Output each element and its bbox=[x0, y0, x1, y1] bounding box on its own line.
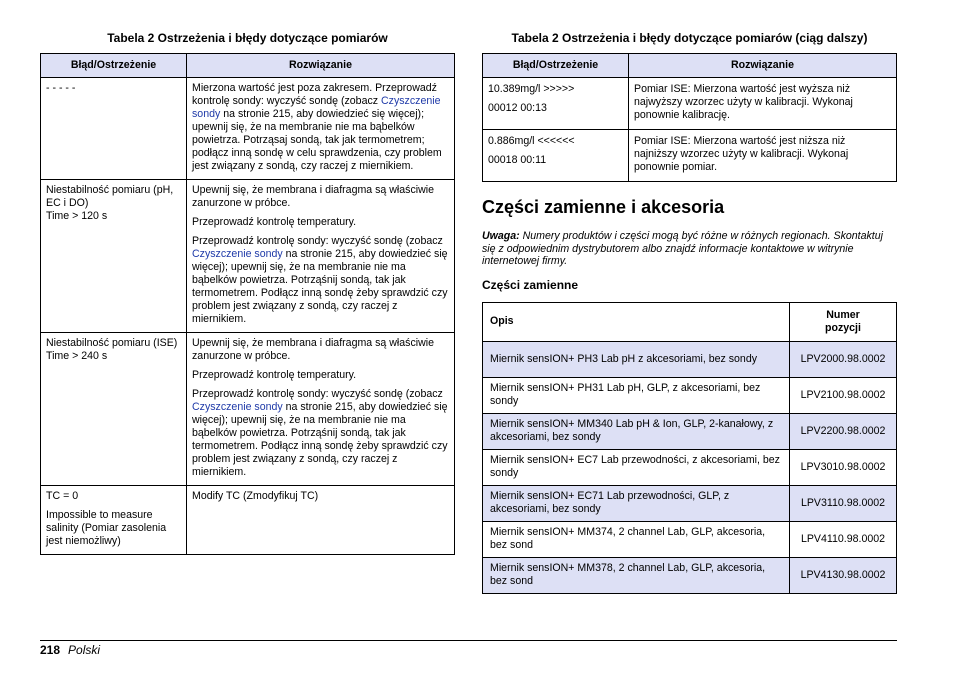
column-header-solution: Rozwiązanie bbox=[187, 54, 455, 78]
part-description: Miernik sensION+ PH31 Lab pH, GLP, z akcesoriami, bez sondy bbox=[483, 377, 790, 413]
column-header-description: Opis bbox=[483, 302, 790, 341]
right-column bbox=[482, 30, 897, 594]
part-description: Miernik sensION+ PH3 Lab pH z akcesoriami, bez sondy bbox=[483, 341, 790, 377]
solution-cell bbox=[187, 180, 455, 333]
part-number: LPV4130.98.0002 bbox=[790, 557, 897, 593]
note bbox=[482, 230, 897, 268]
table-row bbox=[483, 130, 897, 182]
solution-text bbox=[192, 388, 449, 479]
solution-text-part: na stronie 215, aby dowiedzieć się więcej); upewnij się, że na membranie nie ma bąbelków powietrza. Potrząśnij sondą, tak jak termometrem. Podłącz inną sondę żeby sprawdzić czy problem jest związany z sondą, czy raczej z miernikiem. bbox=[192, 401, 448, 478]
solution-text-part: na stronie 215, aby dowiedzieć się więcej); upewnij się, że na membranie nie ma bąbelków powietrza. Potrząsaj sondą, tak jak termometrem; podłącz inną sondę w celu sprawdzenia, czy problem jest związany z sondą, czy raczej z miernikiem. bbox=[192, 108, 442, 172]
solution-text bbox=[192, 235, 449, 326]
cleaning-link[interactable]: Czyszczenie sondy bbox=[192, 95, 441, 120]
part-number: LPV2000.98.0002 bbox=[790, 341, 897, 377]
errors-table-continued bbox=[482, 53, 897, 182]
solution-text: Upewnij się, że membrana i diafragma są właściwie zanurzone w próbce. bbox=[192, 184, 434, 209]
solution-text-part: na stronie 215, aby dowiedzieć się więcej); upewnij się, że na membranie nie ma bąbelków powietrza. Potrząśnij sondą, tak jak termometrem. Podłącz inną sondę żeby sprawdzić czy problem jest związany z sondą, czy raczej z miernikiem. bbox=[192, 248, 448, 325]
footer-divider bbox=[40, 640, 897, 641]
solution-text bbox=[192, 82, 449, 173]
error-cell bbox=[41, 333, 187, 486]
error-code: 00018 00:11 bbox=[488, 154, 547, 166]
error-cell bbox=[483, 130, 629, 182]
solution-text-part: Mierzona wartość jest poza zakresem. Przeprowadź kontrolę sondy: wyczyść sondę (zobacz bbox=[192, 82, 437, 107]
part-number: LPV2100.98.0002 bbox=[790, 377, 897, 413]
errors-table bbox=[40, 53, 455, 555]
table-caption: Tabela 2 Ostrzeżenia i błędy dotyczące pomiarów bbox=[107, 31, 388, 45]
table-row bbox=[483, 78, 897, 130]
solution-cell: Pomiar ISE: Mierzona wartość jest niższa niż najniższy wzorzec użyty w kalibracji. Wykonaj ponownie pomiar. bbox=[629, 130, 897, 182]
solution-text: Przeprowadź kontrolę temperatury. bbox=[192, 369, 357, 381]
error-description: Impossible to measure salinity (Pomiar zasolenia jest niemożliwy) bbox=[46, 509, 167, 547]
parts-table bbox=[482, 302, 897, 594]
table-row bbox=[483, 377, 897, 413]
error-text: Niestabilność pomiaru (ISE) bbox=[46, 337, 178, 349]
error-code: 00012 00:13 bbox=[488, 102, 547, 114]
table-header-row bbox=[483, 54, 897, 78]
part-description: Miernik sensION+ MM378, 2 channel Lab, GLP, akcesoria, bez sond bbox=[483, 557, 790, 593]
column-header-solution: Rozwiązanie bbox=[629, 54, 897, 78]
solution-text-part: Przeprowadź kontrolę sondy: wyczyść sondę (zobacz bbox=[192, 235, 443, 247]
part-number: LPV3010.98.0002 bbox=[790, 449, 897, 485]
table-row bbox=[41, 486, 455, 555]
left-column bbox=[40, 30, 455, 555]
error-time: Time > 240 s bbox=[46, 350, 108, 362]
part-number: LPV3110.98.0002 bbox=[790, 485, 897, 521]
table-row bbox=[483, 485, 897, 521]
header-line: pozycji bbox=[825, 321, 861, 334]
solution-cell: Pomiar ISE: Mierzona wartość jest wyższa niż najwyższy wzorzec użyty w kalibracji. Wykonaj ponownie kalibrację. bbox=[629, 78, 897, 130]
solution-cell bbox=[187, 78, 455, 180]
part-number: LPV4110.98.0002 bbox=[790, 521, 897, 557]
error-text: 0.886mg/l <<<<<< bbox=[488, 135, 575, 147]
section-title: Części zamienne i akcesoria bbox=[482, 197, 725, 217]
solution-cell bbox=[187, 333, 455, 486]
error-cell bbox=[41, 180, 187, 333]
solution-text-part: Przeprowadź kontrolę sondy: wyczyść sondę (zobacz bbox=[192, 388, 443, 400]
table-row bbox=[483, 557, 897, 593]
header-line: Numer bbox=[826, 308, 860, 321]
error-text: - - - - - bbox=[46, 82, 76, 94]
table-row bbox=[483, 449, 897, 485]
part-description: Miernik sensION+ MM374, 2 channel Lab, GLP, akcesoria, bez sond bbox=[483, 521, 790, 557]
error-text: 10.389mg/l >>>>> bbox=[488, 83, 575, 95]
footer-language: Polski bbox=[68, 643, 101, 657]
part-description: Miernik sensION+ EC7 Lab przewodności, z akcesoriami, bez sondy bbox=[483, 449, 790, 485]
part-description: Miernik sensION+ EC71 Lab przewodności, GLP, z akcesoriami, bez sondy bbox=[483, 485, 790, 521]
table-row bbox=[41, 333, 455, 486]
table-row bbox=[483, 341, 897, 377]
error-cell bbox=[41, 78, 187, 180]
cleaning-link[interactable]: Czyszczenie sondy bbox=[192, 248, 283, 260]
column-header-error: Błąd/Ostrzeżenie bbox=[483, 54, 629, 78]
error-time: Time > 120 s bbox=[46, 210, 108, 222]
page-number: 218 bbox=[40, 643, 61, 657]
column-header-error: Błąd/Ostrzeżenie bbox=[41, 54, 187, 78]
table-header-row bbox=[483, 302, 897, 341]
error-text: Niestabilność pomiaru (pH, EC i DO) bbox=[46, 184, 174, 209]
table-row bbox=[483, 521, 897, 557]
error-cell bbox=[483, 78, 629, 130]
error-text: TC = 0 bbox=[46, 490, 79, 502]
cleaning-link[interactable]: Czyszczenie sondy bbox=[192, 401, 283, 413]
solution-text: Upewnij się, że membrana i diafragma są właściwie zanurzone w próbce. bbox=[192, 337, 434, 362]
table-header-row bbox=[41, 54, 455, 78]
solution-text: Przeprowadź kontrolę temperatury. bbox=[192, 216, 357, 228]
table-row bbox=[483, 413, 897, 449]
table-caption: Tabela 2 Ostrzeżenia i błędy dotyczące pomiarów (ciąg dalszy) bbox=[511, 31, 868, 45]
note-label: Uwaga: bbox=[482, 230, 520, 242]
solution-text: Modify TC (Zmodyfikuj TC) bbox=[192, 490, 319, 502]
table-row bbox=[41, 180, 455, 333]
error-cell bbox=[41, 486, 187, 555]
table-row bbox=[41, 78, 455, 180]
page-footer bbox=[40, 643, 100, 658]
solution-cell bbox=[187, 486, 455, 555]
note-text: Numery produktów i części mogą być różne w różnych regionach. Skontaktuj się z odpowiednim dystrybutorem albo znajdź informacje kontaktowe w witrynie internetowej firmy. bbox=[482, 230, 883, 267]
column-header-item-number bbox=[790, 302, 897, 341]
part-description: Miernik sensION+ MM340 Lab pH & Ion, GLP, 2-kanałowy, z akcesoriami, bez sondy bbox=[483, 413, 790, 449]
subsection-title: Części zamienne bbox=[482, 277, 579, 292]
part-number: LPV2200.98.0002 bbox=[790, 413, 897, 449]
